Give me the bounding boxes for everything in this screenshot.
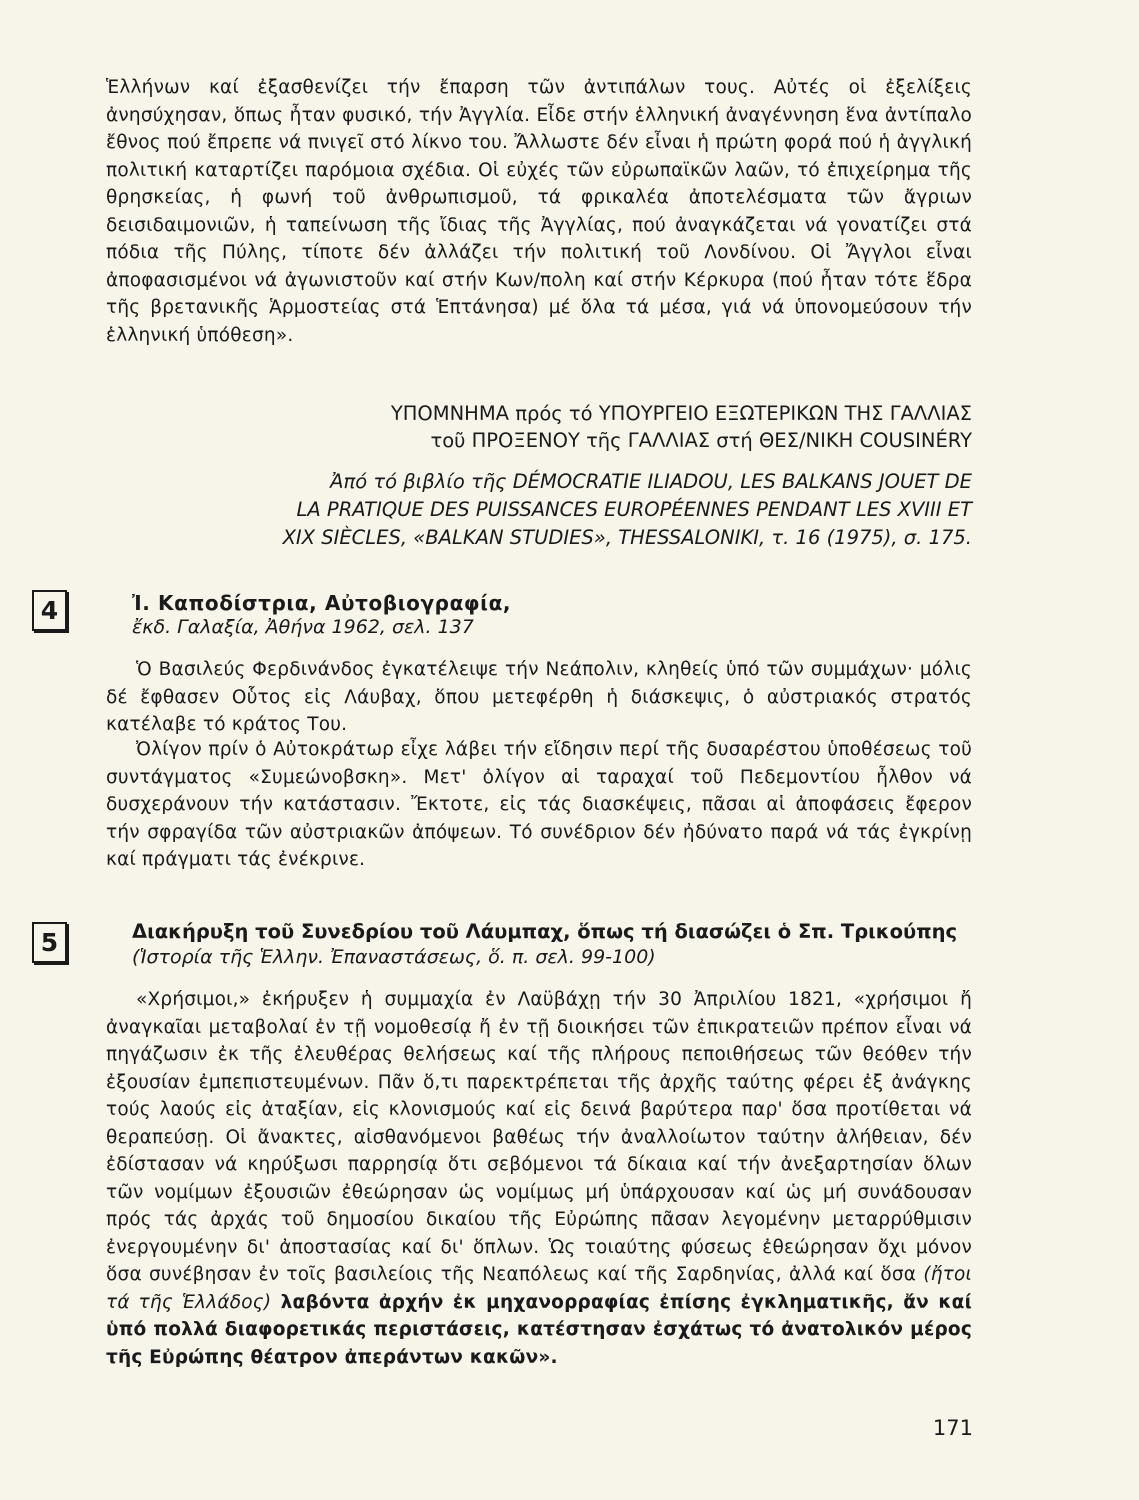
section5-text-italic: (ἤτοι τά τῆς Ἑλλάδος)	[106, 1264, 972, 1313]
section5-text-regular: «Χρήσιμοι,» ἐκήρυξεν ἡ συμμαχία ἐν Λαϋβάχῃ τήν 30 Ἀπριλίου 1821, «χρήσιμοι ἤ ἀναγκαῖαι μεταβολαί ἐν τῇ νομοθεσίᾳ ἤ ἐν τῇ διοικήσει τῶν ἐπικρατειῶν πρέπον εἶναι νά πηγάζωσιν ἐκ τῆς ἐλευθέρας θελήσεως καί τῆς πλήρους πεποιθήσεως τῶν θεόθεν τήν ἐξουσίαν ἐμπεπιστευμένων. Πᾶν ὅ,τι παρεκτρέπεται τῆς ἀρχῆς ταύτης φέρει ἐξ ἀνάγκης τούς λαούς εἰς ἀταξίαν, εἰς κλονισμούς καί εἰς δεινά βαρύτερα παρ' ὅσα προτίθεται νά θεραπεύσῃ. Οἱ ἄνακτες, αἰσθανόμενοι βαθέως τήν ἀναλλοίωτον ταύτην ἀλήθειαν, δέν ἐδίστασαν νά κηρύξωσι παρρησίᾳ ὅτι σεβόμενοι τά δίκαια καί τήν ἀνεξαρτησίαν ὅλων τῶν νομίμων ἐξουσιῶν ἐθεώρησαν ὡς νομίμως μή ὑπάρχουσαν καί ὡς μή συνάδουσαν πρός τάς ἀρχάς τοῦ δημοσίου δικαίου τῆς Εὐρώπης πᾶσαν λεγομένην μεταρρύθμισιν ἐνεργουμένην δι' ἀποστασίας καί δι' ὅπλων. Ὡς τοιαύτης φύσεως ἐθεώρησαν ὄχι μόνον ὅσα συνέβησαν ἐν τοῖς βασιλείοις τῆς Νεαπόλεως καί τῆς Σαρδηνίας, ἀλλά καί ὅσα	[106, 989, 972, 1285]
source-line-3: XIX SIÈCLES, «BALKAN STUDIES», THESSALONIKI, τ. 16 (1975), σ. 175.	[282, 526, 972, 549]
section4-paragraph-1: Ὁ Βασιλεύς Φερδινάνδος ἐγκατέλειψε τήν Νεάπολιν, κληθείς ὑπό τῶν συμμάχων· μόλις δέ ἔφθασεν Οὗτος εἰς Λάυβαχ, ὅπου μετεφέρθη ἡ διάσκεψις, ὁ αὐστριακός στρατός κατέλαβε τό κράτος Του.	[106, 659, 972, 735]
source-line-2: LA PRATIQUE DES PUISSANCES EUROPÉENNES PENDANT LES XVIII ET	[296, 498, 972, 521]
memo-line-2: τοῦ ΠΡΟΞΕΝΟΥ τῆς ΓΑΛΛΙΑΣ στή ΘΕΣ/ΝΙΚΗ COUSINÉRY	[430, 429, 972, 452]
section4-subtitle: ἔκδ. Γαλαξία, Ἀθήνα 1962, σελ. 137	[132, 616, 474, 638]
section4-paragraph-2: Ὀλίγον πρίν ὁ Αὐτοκράτωρ εἶχε λάβει τήν εἴδησιν περί τῆς δυσαρέστου ὑποθέσεως τοῦ συντάγματος «Συμεώνοβσκη». Μετ' ὀλίγον αἱ ταραχαί τοῦ Πεδεμοντίου ἦλθον νά δυσχεράνουν τήν κατάστασιν. Ἔκτοτε, εἰς τάς διασκέψεις, πᾶσαι αἱ ἀποφάσεις ἔφερον τήν σφραγίδα τῶν αὐστριακῶν ἀπόψεων. Τό συνέδριον δέν ἠδύνατο παρά νά τάς ἐγκρίνῃ καί πράγματι τάς ἐνέκρινε.	[106, 739, 972, 870]
section4-title: Ἰ. Καποδίστρια, Αὐτοβιογραφία,	[132, 591, 512, 615]
section5-text-bold: λαβόντα ἀρχήν ἐκ μηχανορραφίας ἐπίσης ἐγκληματικῆς, ἄν καί ὑπό πολλά διαφορετικάς περιστάσεις, κατέστησαν ἐσχάτως τό ἀνατολικόν μέρος τῆς Εὐρώπης θέατρον ἀπεράντων κακῶν».	[106, 1291, 972, 1368]
section5-subtitle: (Ἱστορία τῆς Ἑλλην. Ἐπαναστάσεως, ὅ. π. σελ. 99-100)	[132, 946, 656, 968]
section5-paragraph	[106, 986, 972, 1371]
page-number: 171	[932, 1416, 973, 1440]
section-number-5: 5	[32, 922, 67, 963]
source-line-1: Ἀπό τό βιβλίο τῆς DÉMOCRATIE ILIADOU, LES BALKANS JOUET DE	[330, 470, 972, 493]
paragraph-top: Ἑλλήνων καί ἐξασθενίζει τήν ἔπαρση τῶν ἀντιπάλων τους. Αὐτές οἱ ἐξελίξεις ἀνησύχησαν, ὅπως ἦταν φυσικό, τήν Ἀγγλία. Εἶδε στήν ἑλληνική ἀναγέννηση ἕνα ἀντίπαλο ἔθνος πού ἔπρεπε νά πνιγεῖ στό λίκνο του. Ἄλλωστε δέν εἶναι ἡ πρώτη φορά πού ἡ ἀγγλική πολιτική καταρτίζει παρόμοια σχέδια. Οἱ εὐχές τῶν εὐρωπαϊκῶν λαῶν, τό ἐπιχείρημα τῆς θρησκείας, ἡ φωνή τοῦ ἀνθρωπισμοῦ, τά φρικαλέα ἀποτελέσματα τῶν ἄγριων δεισιδαιμονιῶν, ἡ ταπείνωση τῆς ἴδιας τῆς Ἀγγλίας, πού ἀναγκάζεται νά γονατίζει στά πόδια τῆς Πύλης, τίποτε δέν ἀλλάζει τήν πολιτική τοῦ Λονδίνου. Οἱ Ἄγγλοι εἶναι ἀποφασισμένοι νά ἀγωνιστοῦν καί στήν Κων/πολη καί στήν Κέρκυρα (πού ἦταν τότε ἕδρα τῆς βρετανικῆς Ἁρμοστείας στά Ἑπτάνησα) μέ ὅλα τά μέσα, γιά νά ὑπονομεύσουν τήν ἑλληνική ὑπόθεση».	[106, 77, 972, 346]
section5-title: Διακήρυξη τοῦ Συνεδρίου τοῦ Λάυμπαχ, ὅπως τή διασώζει ὁ Σπ. Τρικούπης	[132, 920, 958, 943]
memo-line-1: ΥΠΟΜΝΗΜΑ πρός τό ΥΠΟΥΡΓΕΙΟ ΕΞΩΤΕΡΙΚΩΝ ΤΗΣ ΓΑΛΛΙΑΣ	[390, 402, 972, 425]
section-number-4: 4	[32, 590, 67, 631]
